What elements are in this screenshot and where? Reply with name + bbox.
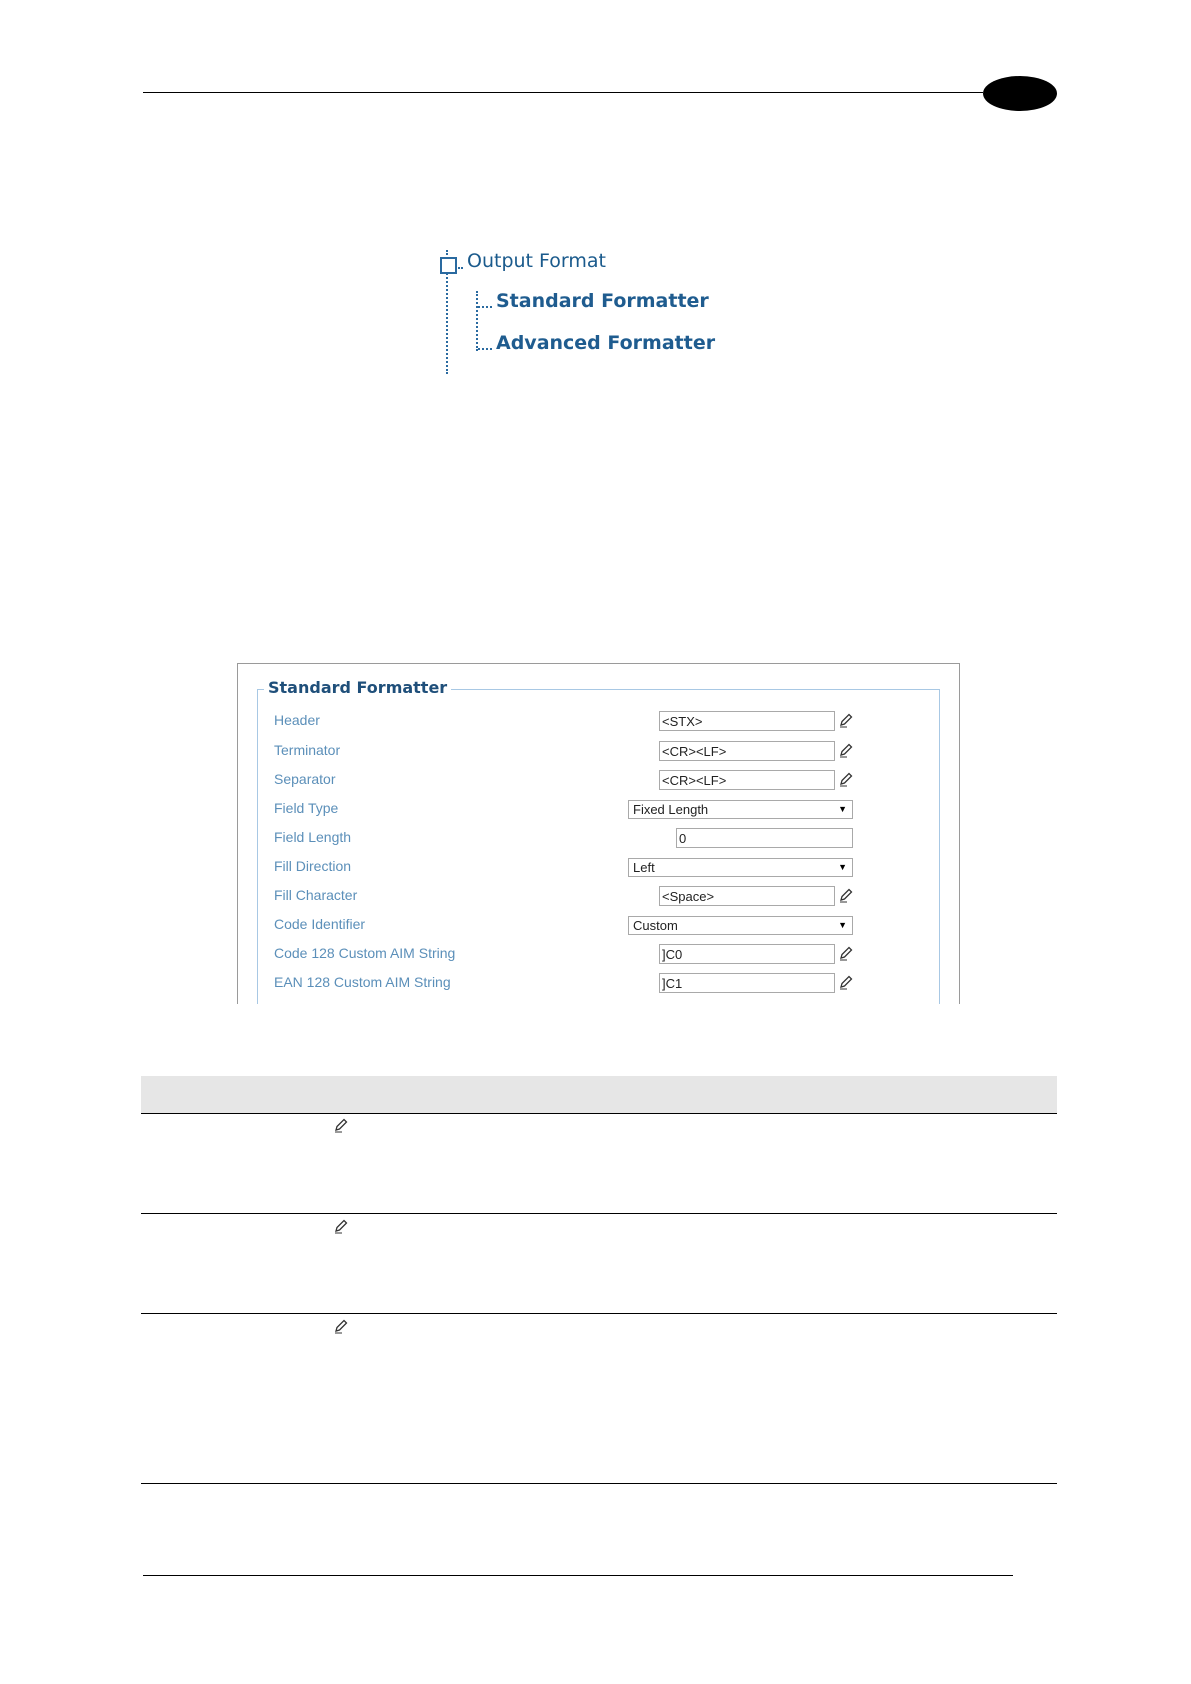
tree-connector	[478, 306, 492, 308]
table-row-divider	[141, 1313, 1057, 1314]
table-bottom-rule	[141, 1483, 1057, 1484]
table-rule	[141, 1113, 1057, 1114]
tree-collapse-icon[interactable]	[440, 257, 457, 274]
ean128-aim-input[interactable]: ]C1	[659, 973, 835, 993]
tree-connector	[455, 267, 463, 269]
table-row-divider	[141, 1213, 1057, 1214]
header-rule	[143, 92, 983, 93]
pencil-icon	[333, 1117, 349, 1133]
field-type-select[interactable]	[628, 800, 853, 819]
table-header	[141, 1076, 1057, 1113]
code-identifier-select[interactable]	[628, 916, 853, 935]
pencil-icon[interactable]	[838, 945, 854, 961]
field-label-separator: Separator	[274, 771, 336, 787]
footer-rule	[143, 1575, 1013, 1576]
field-label-field-length: Field Length	[274, 829, 352, 845]
tree-item-standard-formatter[interactable]: Standard Formatter	[496, 290, 709, 312]
panel-legend: Standard Formatter	[264, 678, 451, 697]
field-type-value: Fixed Length	[633, 802, 709, 817]
field-label-ean128-aim: EAN 128 Custom AIM String	[274, 974, 451, 990]
field-label-code-identifier: Code Identifier	[274, 916, 366, 932]
pencil-icon	[333, 1218, 349, 1234]
code-identifier-value: Custom	[633, 918, 678, 933]
field-label-code128-aim: Code 128 Custom AIM String	[274, 945, 456, 961]
field-length-input[interactable]: 0	[676, 828, 853, 848]
field-label-fill-character: Fill Character	[274, 887, 358, 903]
code128-aim-input[interactable]: ]C0	[659, 944, 835, 964]
tree-item-advanced-formatter[interactable]: Advanced Formatter	[496, 332, 716, 354]
tree-connector	[478, 348, 492, 350]
fill-character-input[interactable]: <Space>	[659, 886, 835, 906]
pencil-icon[interactable]	[838, 771, 854, 787]
tree-item-output-format[interactable]: Output Format	[467, 250, 606, 272]
field-label-terminator: Terminator	[274, 742, 341, 758]
pencil-icon[interactable]	[838, 712, 854, 728]
header-input[interactable]: <STX>	[659, 711, 835, 731]
fill-direction-select[interactable]	[628, 858, 853, 877]
fill-direction-value: Left	[633, 860, 655, 875]
field-label-header: Header	[274, 712, 320, 728]
pencil-icon	[333, 1318, 349, 1334]
separator-input[interactable]: <CR><LF>	[659, 770, 835, 790]
pencil-icon[interactable]	[838, 974, 854, 990]
triangle-down-icon: ▼	[838, 862, 847, 872]
field-label-fill-direction: Fill Direction	[274, 858, 352, 874]
triangle-down-icon: ▼	[838, 804, 847, 814]
chapter-tab	[983, 76, 1057, 111]
terminator-input[interactable]: <CR><LF>	[659, 741, 835, 761]
tree-branch-line	[476, 291, 478, 351]
field-label-field-type: Field Type	[274, 800, 339, 816]
pencil-icon[interactable]	[838, 887, 854, 903]
pencil-icon[interactable]	[838, 742, 854, 758]
triangle-down-icon: ▼	[838, 920, 847, 930]
